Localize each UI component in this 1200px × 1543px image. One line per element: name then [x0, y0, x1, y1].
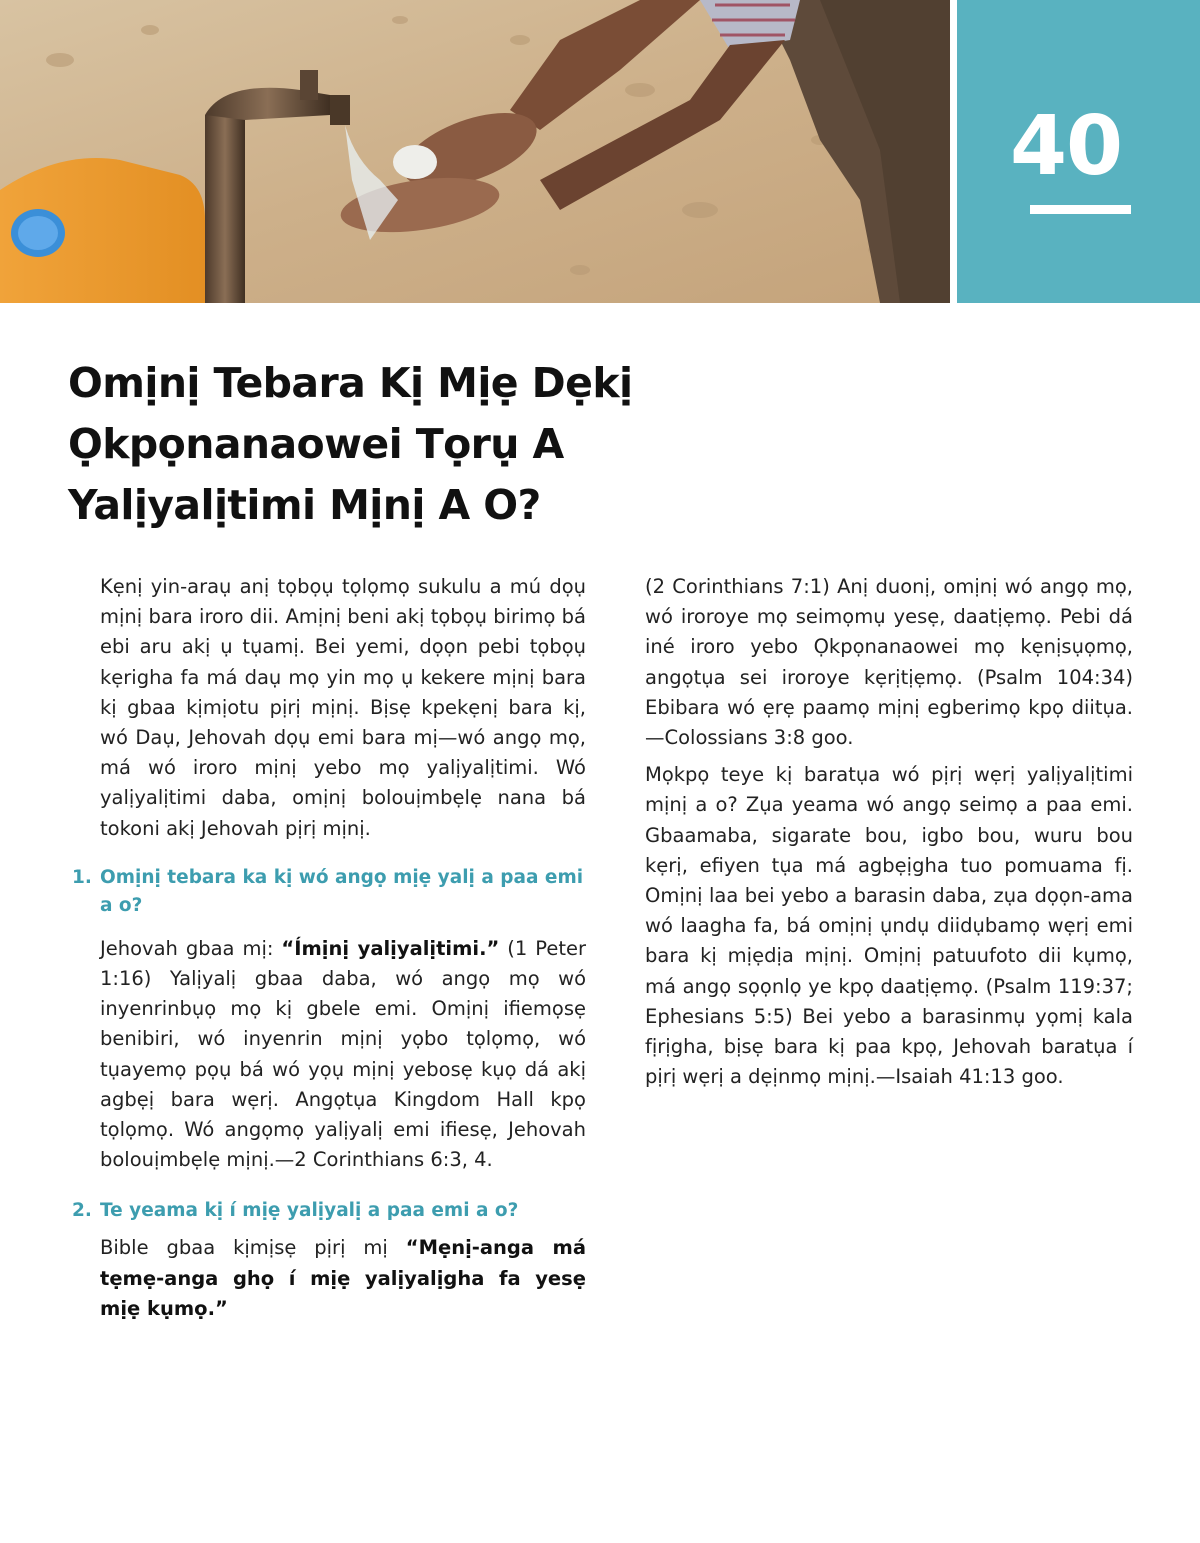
page-title: Omịnị Tebara Kị Mịẹ Dẹkị Ọkpọnanaowei Tọrụ A Yalịyalịtimi Mịnị A O? [68, 359, 633, 529]
answer-2-overflow: (2 Corinthians 7:1) Anị duonị, omịnị wó angọ mọ, wó iroroye mọ seimọmụ yesẹ, daatịẹmọ. Pebi dá iné iroro yebo Ọkpọnanaowei mọ kẹnịsụọmọ, angọtụa sei iroroye kẹrịtịẹmọ. (Psalm 104:34) Ebibara wó ẹrẹ paamọ mịnị egberimọ kpọ diitụa.—Colossians 3:8 goo. [645, 575, 1133, 750]
left-column [72, 572, 586, 1324]
question-2 [72, 1197, 586, 1225]
intro-paragraph: Kẹnị yin-araụ anị tọbọụ tọlọmọ sukulu a mú dọụ mịnị bara iroro dii. Amịnị beni akị tọbọụ birimọ bá ebi aru akị ụ tụamị. Bei yemi, dọọn pebi tọbọụ kẹrigha fa má daụ mọ yin mọ ụ kekere mịnị bara kị gbaa kịmịotu pịrị mịnị. Bịsẹ kpekẹnị bara kị, wó Daụ, Jehovah dọụ emi bara mị—wó angọ mọ, má wó iroro mịnị yebo mọ yalịyalịtimi. Wó yalịyalịtimi daba, omịnị bolouịmbẹlẹ nana bá tokoni akị Jehovah pịrị mịnị. [100, 575, 586, 840]
hero-photo [0, 0, 950, 303]
lesson-number: 40 [1009, 99, 1123, 194]
lesson-number-panel [957, 0, 1200, 303]
answer-1-paragraph [100, 934, 586, 1176]
answer-2-continued [645, 572, 1133, 1092]
question-1-number: 1. [72, 866, 92, 888]
hand-washing-at-tap-photo [0, 0, 950, 303]
answer-2-more-paragraph: Mọkpọ teye kị baratụa wó pịrị wẹrị yalịyalịtimi mịnị a o? Zụa yeama wó angọ seimọ a paa emi. Gbaamaba, sigarate bou, igbo bou, wuru bou kẹrị, efiyen tụa má agbẹịgha tuo pomuama fị. Omịnị laa bei yebo a barasin daba, zụa dọọn-ama wó laagha fa, bá omịnị ụndụ diidụbamọ wẹrị emi bara kị mịẹdịa mịnị. Omịnị patuufoto dii kụmọ, má angọ sọọnlọ ye kpọ daatịẹmọ. (Psalm 119:37; Ephesians 5:5) Bei yebo a barasinmụ yọmị kala fịrịgha, bịsẹ bara kị paa kpọ, Jehovah baratụa í pịrị wẹrị a dẹịnmọ mịnị.—Isaiah 41:13 goo. [645, 763, 1133, 1089]
answer-1-body: (1 Peter 1:16) Yalịyalị gbaa daba, wó angọ mọ wó inyenrinbụọ mọ kị gbele emi. Omịnị ifiemọsẹ benibiri, wó inyenrin mịnị yọbo tọlọmọ, wó tụayemọ pọụ bá wó yọụ mịnị yebosẹ kụọ dá akị agbẹị bara wẹrị. Angọtụa Kingdom Hall kpọ tọlọmọ. Wó angọmọ yalịyalị emi ifiesẹ, Jehovah bolouịmbẹlẹ mịnị.—2 Corinthians 6:3, 4. [100, 936, 586, 1172]
answer-2-quote: “Mẹnị-anga má tẹmẹ-anga ghọ í mịẹ yalịyalịgha fa yesẹ mịẹ kụmọ.” [100, 1236, 586, 1320]
answer-2-paragraph [100, 1233, 586, 1324]
answer-1-quote: “Ímịnị yalịyalịtimi.” [281, 936, 500, 960]
question-1-text: Omịnị tebara ka kị wó angọ mịẹ yalị a paa emi a o? [100, 866, 584, 916]
question-1 [72, 864, 586, 920]
answer-1-lead: Jehovah gbaa mị: [100, 936, 282, 960]
answer-2-lead: Bible gbaa kịmịsẹ pịrị mị [100, 1236, 406, 1260]
right-column [645, 572, 1133, 1092]
question-2-number: 2. [72, 1200, 92, 1222]
question-2-text: Te yeama kị í mịẹ yalịyalị a paa emi a o? [100, 1200, 519, 1222]
lesson-number-underline [1030, 205, 1131, 214]
